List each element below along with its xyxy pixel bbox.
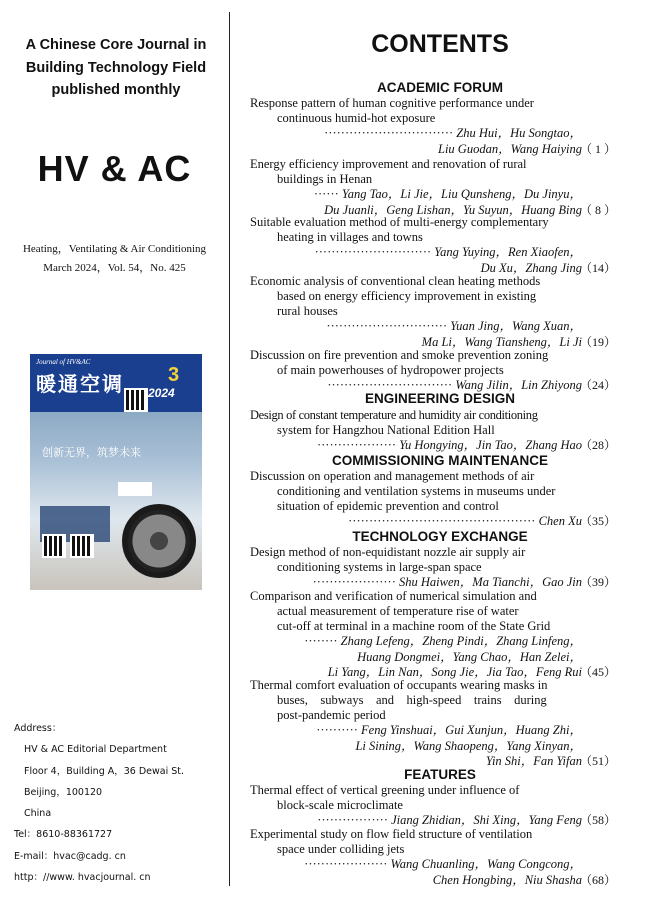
entry-title-line: post-pandemic period [277, 708, 386, 722]
fan-icon [122, 504, 196, 578]
author-line: Yang Yuying，Ren Xiaofen， [434, 245, 582, 259]
entry-title-line: buildings in Henan [277, 172, 373, 186]
entry-title-line: actual measurement of temperature rise of water [277, 604, 519, 618]
address-label: Address： [14, 723, 62, 734]
author-line: Yu Hongying，Jin Tao，Zhang Hao [399, 438, 582, 452]
entry-title [250, 545, 582, 575]
page-number: （19） [579, 334, 616, 349]
toc-entry[interactable] [250, 678, 650, 770]
cover-title: 暖通空调 [36, 372, 124, 396]
address-line: Floor 4，Building A，36 Dewai St. [24, 765, 185, 777]
author-line: Chen Hongbing，Niu Shasha [432, 872, 582, 887]
telephone: Tel：8610-88361727 [14, 829, 113, 841]
entry-title-line: heating in villages and towns [277, 230, 423, 244]
page-number: （58） [579, 813, 616, 827]
cover-image [30, 354, 202, 590]
toc-entry[interactable] [250, 274, 650, 350]
leader-dots: ······························· [324, 126, 454, 140]
entry-title-line: continuous humid-hot exposure [277, 111, 436, 125]
table-of-contents [238, 0, 654, 898]
address-line: China [24, 808, 52, 820]
journal-subtitle: Heating，Ventilating & Air Conditioning [22, 243, 206, 255]
address-line: Beijing，100120 [24, 786, 103, 798]
entry-title-line: cut-off at terminal in a machine room of the State Grid [277, 619, 551, 633]
entry-title-line: Design method of non-equidistant nozzle air supply air [250, 545, 526, 559]
qr-code-icon [70, 534, 94, 558]
entry-title [250, 348, 582, 378]
section-heading: ENGINEERING DESIGN [364, 391, 516, 406]
entry-title-line: based on energy efficiency improvement in existing [277, 289, 537, 303]
leader-dots: ········ [304, 634, 338, 648]
entry-authors [250, 634, 582, 681]
toc-entry[interactable] [250, 348, 650, 394]
entry-title [250, 274, 582, 319]
toc-entry[interactable] [250, 96, 650, 157]
author-line: Yin Shi，Fan Yifan [485, 754, 582, 768]
entry-title [250, 783, 582, 813]
cover-year: 2024 [148, 386, 175, 400]
entry-title [250, 408, 582, 438]
entry-title [250, 678, 582, 723]
cover-journal-name: Journal of HV&AC [36, 358, 91, 366]
left-panel [0, 0, 229, 898]
leader-dots: ·········· [316, 723, 358, 737]
toc-entry[interactable] [250, 783, 650, 829]
leader-dots: ······ [313, 187, 339, 201]
author-line: Feng Yinshuai，Gui Xunjun，Huang Zhi， [361, 723, 582, 737]
journal-subinfo [0, 240, 229, 278]
journal-tagline [8, 34, 224, 102]
page-number: （68） [579, 872, 616, 887]
address-line: HV & AC Editorial Department [24, 744, 167, 756]
entry-title [250, 827, 582, 857]
author-line: Zhu Hui，Hu Songtao， [456, 126, 582, 140]
leader-dots: ················· [317, 813, 388, 827]
cover-slogan: 创新无界，筑梦未来 [42, 446, 141, 459]
entry-title-line: conditioning and ventilation systems in museums under [277, 484, 556, 498]
entry-authors [250, 126, 582, 157]
entry-title [250, 96, 582, 126]
page-number: （24） [579, 378, 616, 392]
entry-authors [250, 245, 582, 276]
entry-title-line: Experimental study on flow field structure of ventilation [250, 827, 533, 841]
toc-entry[interactable] [250, 469, 650, 530]
author-line: Shu Haiwen，Ma Tianchi，Gao Jin [399, 575, 582, 589]
email: E-mail：hvac@cadg. cn [14, 850, 126, 862]
author-line: Yang Tao，Li Jie，Liu Qunsheng，Du Jinyu， [341, 187, 582, 201]
toc-entry[interactable] [250, 157, 650, 218]
leader-dots: ···················· [304, 857, 388, 871]
section-heading: TECHNOLOGY EXCHANGE [352, 529, 528, 544]
page-number: （35） [579, 514, 616, 528]
toc-entry[interactable] [250, 827, 650, 888]
entry-title-line: buses, subways and high-speed trains during [277, 693, 547, 707]
contents-title: CONTENTS [371, 30, 509, 58]
entry-title [250, 215, 582, 245]
page-number: （28） [579, 438, 616, 452]
toc-entry[interactable] [250, 589, 650, 681]
page-number: （51） [579, 754, 616, 768]
leader-dots: ··················· [316, 438, 397, 452]
tagline-line: A Chinese Core Journal in [25, 37, 207, 53]
entry-title-line: of main powerhouses of hydropower projects [277, 363, 504, 377]
entry-title-line: Economic analysis of conventional clean heating methods [250, 274, 541, 288]
entry-title [250, 157, 582, 187]
entry-title-line: system for Hangzhou National Edition Hall [277, 423, 495, 437]
section-heading: FEATURES [404, 767, 476, 782]
entry-title [250, 589, 582, 634]
author-line: Du Juanli，Geng Lishan，Yu Suyun，Huang Bing [324, 202, 582, 217]
leader-dots: ············································· [348, 514, 536, 528]
leader-dots: ···························· [314, 245, 432, 259]
tagline-line: published monthly [51, 82, 181, 98]
entry-title-line: Response pattern of human cognitive performance under [250, 96, 534, 110]
entry-title-line: block-scale microclimate [277, 798, 403, 812]
author-line: Chen Xu [538, 514, 582, 528]
entry-title-line: Thermal comfort evaluation of occupants wearing masks in [250, 678, 548, 692]
author-line: Zhang Lefeng，Zheng Pindi，Zhang Linfeng， [340, 634, 582, 648]
qr-code-icon [124, 388, 148, 412]
leader-dots: ······························ [327, 378, 453, 392]
entry-authors [250, 319, 582, 350]
entry-title-line: Discussion on operation and management methods of air [250, 469, 535, 483]
page-number: （ 8 ） [579, 202, 616, 217]
page-number: （ 1 ） [579, 141, 616, 156]
entry-title-line: Design of constant temperature and humidity air conditioning [250, 408, 538, 422]
author-line: Wang Chuanling，Wang Congcong， [390, 857, 582, 871]
entry-title-line: Thermal effect of vertical greening under influence of [250, 783, 520, 797]
author-line: Du Xu，Zhang Jing [480, 260, 582, 275]
author-line: Yuan Jing，Wang Xuan， [450, 319, 582, 333]
leader-dots: ····························· [326, 319, 448, 333]
toc-entry[interactable] [250, 408, 650, 454]
issue-info: March 2024，Vol. 54，No. 425 [43, 262, 186, 274]
section-heading: ACADEMIC FORUM [377, 80, 503, 95]
journal-brand: HV & AC [37, 148, 192, 189]
tagline-line: Building Technology Field [25, 59, 207, 76]
section-heading: COMMISSIONING MAINTENANCE [332, 453, 548, 468]
entry-title-line: conditioning systems in large-span space [277, 560, 482, 574]
entry-authors [250, 187, 582, 218]
entry-title-line: Discussion on fire prevention and smoke prevention zoning [250, 348, 549, 362]
author-line: Jiang Zhidian，Shi Xing，Yang Feng [391, 813, 582, 827]
entry-authors [250, 723, 582, 770]
author-line: Liu Guodan，Wang Haiying [438, 141, 582, 156]
entry-authors [250, 857, 582, 888]
entry-title-line: situation of epidemic prevention and control [277, 499, 499, 513]
author-line: Li Sining，Wang Shaopeng，Yang Xinyan， [355, 738, 582, 753]
page-number: （14） [579, 260, 616, 275]
leader-dots: ···················· [312, 575, 396, 589]
entry-authors [250, 438, 582, 454]
entry-title [250, 469, 582, 514]
qr-code-icon [42, 534, 66, 558]
entry-title-line: rural houses [277, 304, 338, 318]
author-line: Wang Jilin，Lin Zhiyong [455, 378, 582, 392]
page-number: （45） [579, 665, 616, 679]
cover-issue-number: 3 [168, 364, 180, 386]
author-line: Ma Li，Wang Tiansheng，Li Ji [421, 334, 582, 349]
cover-brand-label [118, 482, 152, 496]
entry-title-line: Comparison and verification of numerical simulation and [250, 589, 537, 603]
website-link[interactable]: http：//www. hvacjournal. cn [14, 872, 151, 884]
author-line: Huang Dongmei，Yang Chao，Han Zelei， [357, 649, 582, 664]
toc-entry[interactable] [250, 215, 650, 276]
entry-authors [250, 514, 582, 530]
author-line: Li Yang，Lin Nan，Song Jie，Jia Tao，Feng Rui [327, 665, 582, 679]
address-block [14, 718, 184, 888]
column-divider [229, 12, 230, 886]
entry-title-line: Energy efficiency improvement and renovation of rural [250, 157, 527, 171]
entry-title-line: space under colliding jets [277, 842, 405, 856]
entry-title-line: Suitable evaluation method of multi-energy complementary [250, 215, 549, 229]
toc-entry[interactable] [250, 545, 650, 591]
page-number: （39） [579, 575, 616, 589]
